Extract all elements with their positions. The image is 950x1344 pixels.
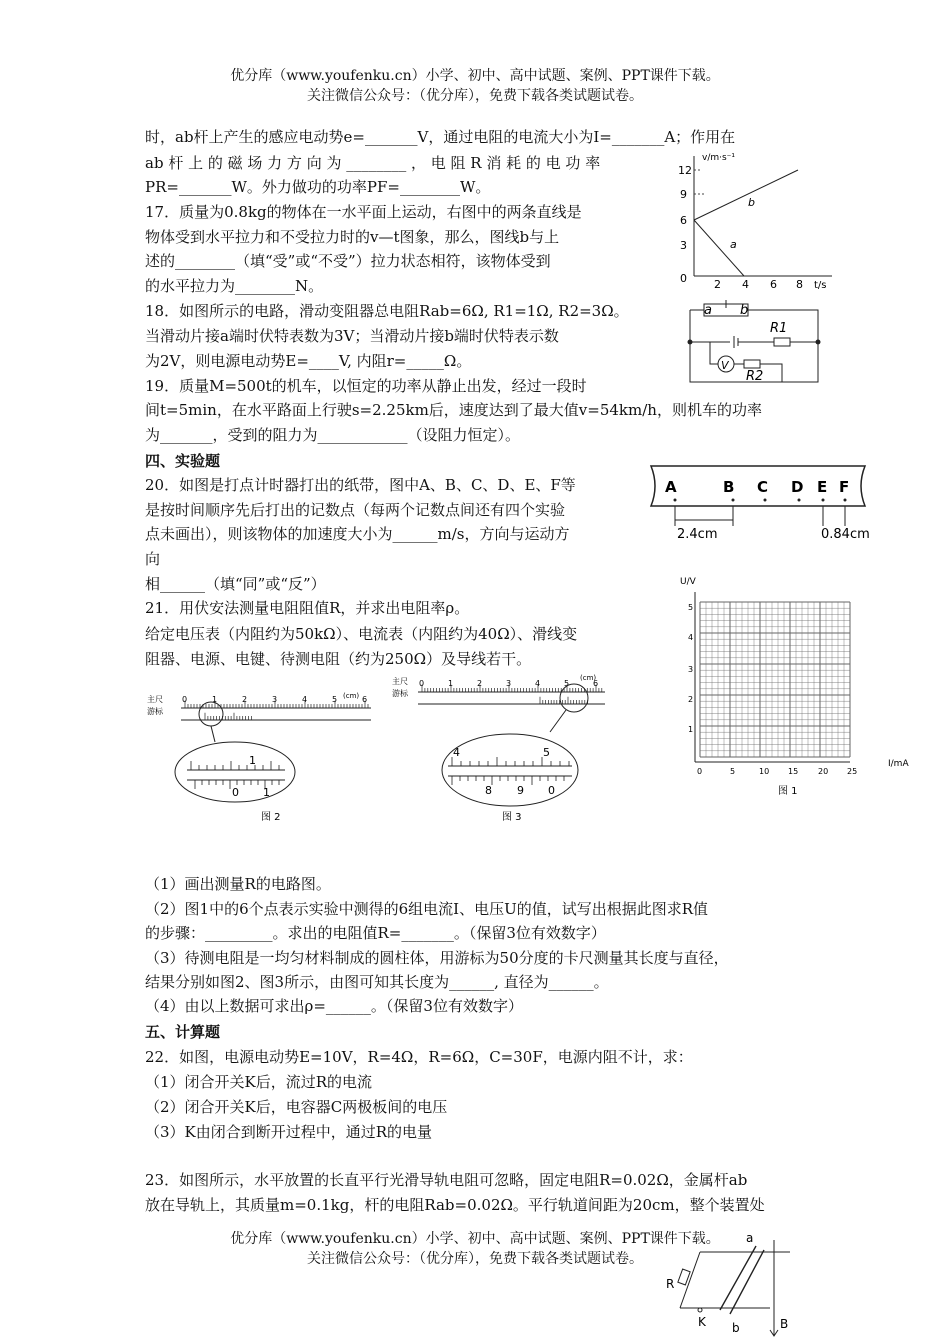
q17-line-2: 物体受到水平拉力和不受拉力时的v—t图象，那么，图线b与上 bbox=[145, 228, 560, 246]
q21-part-3b: 结果分别如图2、图3所示，由图可知其长度为______, 直径为______。 bbox=[145, 973, 609, 991]
footer-line-2: 关注微信公众号：（优分库），免费下载各类试题试卷。 bbox=[307, 1251, 643, 1267]
paper-tape bbox=[645, 462, 870, 546]
vt-ytick: 3 bbox=[680, 239, 687, 252]
tape-point: F bbox=[839, 478, 850, 496]
q21-line-1: 21．用伏安法测量电阻阻值R，并求出电阻率ρ。 bbox=[145, 599, 470, 617]
vt-xtick: 4 bbox=[742, 278, 749, 291]
q20-line-5: 相______（填“同”或“反”） bbox=[145, 575, 326, 593]
caliper-fig3 bbox=[390, 670, 615, 826]
q20-line-4: 向 bbox=[145, 550, 161, 568]
q17-line-3: 述的________（填“受”或“不受”）拉力状态相符，该物体受到 bbox=[145, 252, 551, 270]
q21-part-2: （2）图1中的6个点表示实验中测得的6组电流I、电压U的值，试写出根据此图求R值 bbox=[145, 900, 709, 918]
caliper3-caption: 图 3 bbox=[502, 812, 522, 823]
vt-xtick: 2 bbox=[714, 278, 721, 291]
header-line-2: 关注微信公众号：（优分库），免费下载各类试题试卷。 bbox=[307, 88, 643, 104]
caliper2-label-2: 游标 bbox=[147, 707, 163, 716]
ui-ytick: 5 bbox=[688, 603, 694, 612]
caliper2-zoom-top: 1 bbox=[249, 754, 256, 767]
q21-part-3: （3）待测电阻是一均匀材料制成的圆柱体，用游标为50分度的卡尺测量其长度与直径， bbox=[145, 949, 729, 967]
q18-line-3: 为2V，则电源电动势E=____V, 内阻r=_____Ω。 bbox=[145, 352, 472, 370]
caliper3-tick: 5 bbox=[564, 679, 570, 688]
ui-xtick: 15 bbox=[788, 767, 799, 776]
vt-ylabel: v/m·s⁻¹ bbox=[702, 153, 736, 163]
q16-line-2: ab 杆 上 的 磁 场 力 方 向 为 ________ ， 电 阻 R 消 耗 的 电 功 率 bbox=[145, 154, 601, 172]
caliper3-tick: 2 bbox=[477, 679, 483, 688]
q18-line-1: 18．如图所示的电路，滑动变阻器总电阻Rab=6Ω, R1=1Ω, R2=3Ω。 bbox=[145, 302, 629, 320]
rail-figure bbox=[660, 1230, 800, 1340]
ui-ytick: 4 bbox=[688, 633, 694, 642]
caliper3-zoom-bottom: 0 bbox=[548, 784, 555, 797]
q17-line-4: 的水平拉力为________N。 bbox=[145, 277, 324, 295]
vt-xtick: 6 bbox=[770, 278, 777, 291]
caliper2-tick: 3 bbox=[272, 695, 278, 704]
circuit-label-a: a bbox=[704, 303, 712, 318]
q22-line-1: 22．如图，电源电动势E=10V，R=4Ω，R=6Ω，C=30F，电源内阻不计，求： bbox=[145, 1048, 693, 1066]
ui-xlabel: I/mA bbox=[888, 759, 909, 769]
ui-xtick: 10 bbox=[759, 767, 770, 776]
rail-label-b-field: B bbox=[780, 1317, 789, 1331]
q21-line-2: 给定电压表（内阻约为50kΩ）、电流表（内阻约为40Ω）、滑线变 bbox=[145, 625, 578, 643]
vt-graph bbox=[672, 148, 840, 292]
caliper2-label-1: 主尺 bbox=[147, 695, 163, 704]
tape-distance-1: 2.4cm bbox=[677, 527, 718, 542]
caliper3-zoom-bottom: 9 bbox=[517, 784, 524, 797]
q16-line-3: PR=_______W。外力做功的功率PF=________W。 bbox=[145, 178, 491, 196]
tape-point: B bbox=[723, 478, 735, 496]
caliper2-tick: 2 bbox=[242, 695, 248, 704]
caliper2-unit: (cm) bbox=[343, 692, 360, 700]
ui-ytick: 3 bbox=[688, 665, 694, 674]
q21-part-1: （1）画出测量R的电路图。 bbox=[145, 875, 331, 893]
vt-label-a: a bbox=[730, 238, 737, 251]
caliper3-tick: 6 bbox=[593, 679, 599, 688]
q23-line-1: 23．如图所示，水平放置的长直平行光滑导轨电阻可忽略，固定电阻R=0.02Ω，金属杆ab bbox=[145, 1171, 748, 1189]
q19-line-1: 19．质量M=500t的机车，以恒定的功率从静止出发，经过一段时 bbox=[145, 377, 587, 395]
q22-part-2: （2）闭合开关K后，电容器C两极板间的电压 bbox=[145, 1098, 448, 1116]
caliper2-tick: 5 bbox=[332, 695, 338, 704]
q21-part-4: （4）由以上数据可求出ρ=______。（保留3位有效数字） bbox=[145, 997, 523, 1015]
q20-line-1: 20．如图是打点计时器打出的纸带，图中A、B、C、D、E、F等 bbox=[145, 476, 576, 494]
footer-line-1: 优分库（www.youfenku.cn）小学、初中、高中试题、案例、PPT课件下载。 bbox=[230, 1231, 720, 1247]
section-4-title: 四、实验题 bbox=[145, 452, 221, 470]
ui-ytick: 2 bbox=[688, 695, 694, 704]
caliper2-zoom-bottom: 1 bbox=[263, 786, 270, 799]
ui-graph bbox=[670, 572, 920, 802]
caliper3-unit: (cm) bbox=[580, 674, 597, 682]
ui-ytick: 1 bbox=[688, 725, 694, 734]
vt-ytick: 12 bbox=[678, 164, 692, 177]
ui-xtick: 20 bbox=[818, 767, 829, 776]
q17-line-1: 17．质量为0.8kg的物体在一水平面上运动，右图中的两条直线是 bbox=[145, 203, 582, 221]
caliper2-zoom-bottom: 0 bbox=[232, 786, 239, 799]
tape-point: A bbox=[665, 478, 677, 496]
q22-part-3: （3）K由闭合到断开过程中，通过R的电量 bbox=[145, 1123, 433, 1141]
caliper3-tick: 3 bbox=[506, 679, 512, 688]
caliper3-zoom-bottom: 8 bbox=[485, 784, 492, 797]
caliper3-tick: 0 bbox=[419, 679, 425, 688]
caliper2-caption: 图 2 bbox=[261, 812, 281, 823]
header-line-1: 优分库（www.youfenku.cn）小学、初中、高中试题、案例、PPT课件下载。 bbox=[230, 68, 720, 84]
rail-label-b: b bbox=[732, 1321, 740, 1335]
rail-label-k: K bbox=[698, 1315, 706, 1329]
rail-label-a: a bbox=[746, 1231, 754, 1245]
circuit-label-r2: R2 bbox=[746, 369, 764, 384]
vt-label-b: b bbox=[748, 196, 755, 209]
tape-distance-2: 0.84cm bbox=[821, 527, 870, 542]
vt-xlabel: t/s bbox=[814, 280, 827, 291]
vt-ytick: 6 bbox=[680, 214, 687, 227]
caliper2-tick: 1 bbox=[212, 695, 218, 704]
q20-line-2: 是按时间顺序先后打出的记数点（每两个记数点间还有四个实验 bbox=[145, 501, 566, 519]
ui-xtick: 25 bbox=[847, 767, 858, 776]
vt-ytick: 9 bbox=[680, 188, 687, 201]
q19-line-3: 为_______，受到的阻力为____________（设阻力恒定）。 bbox=[145, 426, 521, 444]
vt-ytick: 0 bbox=[680, 272, 687, 285]
caliper2-tick: 0 bbox=[182, 695, 188, 704]
caliper3-tick: 1 bbox=[448, 679, 454, 688]
caliper2-tick: 4 bbox=[302, 695, 308, 704]
circuit-q18 bbox=[682, 298, 830, 390]
q18-line-2: 当滑动片接a端时伏特表数为3V；当滑动片接b端时伏特表示数 bbox=[145, 327, 559, 345]
ui-ylabel: U/V bbox=[680, 577, 696, 587]
circuit-label-b: b bbox=[740, 303, 749, 318]
tape-point: E bbox=[817, 478, 828, 496]
q19-line-2: 间t=5min，在水平路面上行驶s=2.25km后，速度达到了最大值v=54km/h，则机车的功率 bbox=[145, 401, 762, 419]
tape-point: D bbox=[791, 478, 804, 496]
vt-xtick: 8 bbox=[796, 278, 803, 291]
q21-part-2b: 的步骤：_________。求出的电阻值R=_______。（保留3位有效数字） bbox=[145, 924, 606, 942]
rail-label-r: R bbox=[666, 1277, 675, 1291]
q21-line-3: 阻器、电源、电键、待测电阻（约为250Ω）及导线若干。 bbox=[145, 650, 532, 668]
tape-point: C bbox=[757, 478, 769, 496]
ui-xtick: 5 bbox=[730, 767, 736, 776]
section-5-title: 五、计算题 bbox=[145, 1023, 221, 1041]
vt-line-b bbox=[694, 170, 798, 220]
q20-line-3: 点未画出），则该物体的加速度大小为______m/s，方向与运动方 bbox=[145, 525, 570, 543]
caliper3-label-2: 游标 bbox=[392, 689, 408, 698]
q22-part-1: （1）闭合开关K后，流过R的电流 bbox=[145, 1073, 373, 1091]
ui-xtick: 0 bbox=[697, 767, 703, 776]
circuit-label-r1: R1 bbox=[770, 321, 788, 336]
q16-line-1: 时，ab杆上产生的感应电动势e=_______V，通过电阻的电流大小为I=_______A；作用在 bbox=[145, 128, 736, 146]
caliper3-label-1: 主尺 bbox=[392, 677, 408, 686]
caliper3-zoom-top: 4 bbox=[453, 746, 460, 759]
ui-caption: 图 1 bbox=[778, 786, 798, 797]
caliper3-zoom-top: 5 bbox=[543, 746, 550, 759]
circuit-label-v: V bbox=[721, 359, 729, 372]
caliper3-tick: 4 bbox=[535, 679, 541, 688]
caliper-fig2 bbox=[145, 686, 375, 826]
caliper2-tick: 6 bbox=[362, 695, 368, 704]
q23-line-2: 放在导轨上，其质量m=0.1kg，杆的电阻Rab=0.02Ω。平行轨道间距为20cm，整个装置处 bbox=[145, 1196, 765, 1214]
